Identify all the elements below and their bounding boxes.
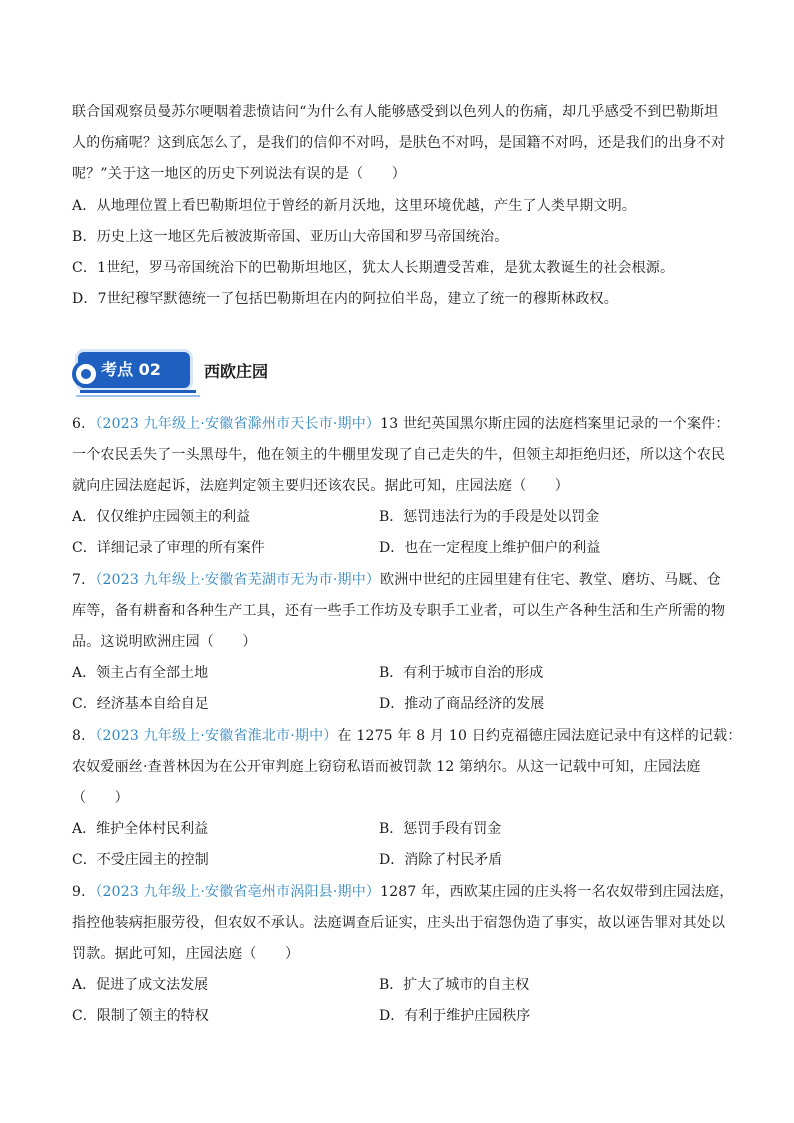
section-header (72, 352, 332, 398)
q5-option-b: B．历史上这一地区先后被波斯帝国、亚历山大帝国和罗马帝国统治。 (72, 229, 509, 245)
section-underline (80, 390, 196, 393)
q6-stem-line-1 (72, 414, 732, 434)
q9-option-b: B．扩大了城市的自主权 (379, 977, 530, 993)
section-badge-label: 考点 02 (101, 360, 161, 379)
section-title: 西欧庄园 (204, 362, 269, 381)
q8-option-c: C．不受庄园主的控制 (72, 852, 209, 868)
q5-stem-line-3: 呢？”关于这一地区的历史下列说法有误的是（ ） (72, 166, 406, 182)
q9-stem-line-1 (72, 882, 732, 902)
q8-stem-start: 在 1275 年 8 月 10 日约克福德庄园法庭记录中有这样的记载： (337, 728, 742, 744)
q7-option-c: C．经济基本自给自足 (72, 696, 209, 712)
q9-number: 9． (72, 884, 96, 900)
q5-stem-line-1: 联合国观察员曼苏尔哽咽着悲愤诘问“为什么有人能够感受到以色列人的伤痛，却几乎感受不到巴勒斯坦 (72, 104, 719, 120)
q8-option-b: B．惩罚手段有罚金 (379, 821, 502, 837)
q9-stem-line-3: 罚款。据此可知，庄园法庭（ ） (72, 946, 300, 962)
q9-option-a: A．促进了成文法发展 (72, 977, 209, 993)
q7-option-b: B．有利于城市自治的形成 (379, 665, 544, 681)
q7-stem-line-2: 库等，备有耕畜和各种生产工具，还有一些手工作坊及专职手工业者，可以生产各种生活和生产所需的物 (72, 603, 726, 619)
q7-option-a: A．领主占有全部土地 (72, 665, 209, 681)
q7-number: 7． (72, 572, 96, 588)
q8-source: （2023 九年级上·安徽省淮北市·期中） (95, 728, 338, 744)
q6-number: 6． (72, 416, 96, 432)
q5-option-a: A．从地理位置上看巴勒斯坦位于曾经的新月沃地，这里环境优越，产生了人类早期文明。 (72, 198, 637, 214)
q8-number: 8． (72, 728, 96, 744)
q7-option-d: D．推动了商品经济的发展 (379, 696, 545, 712)
q5-option-d: D．7世纪穆罕默德统一了包括巴勒斯坦在内的阿拉伯半岛，建立了统一的穆斯林政权。 (72, 291, 618, 307)
q9-source: （2023 九年级上·安徽省亳州市涡阳县·期中） (95, 884, 381, 900)
q6-stem-start: 13 世纪英国黑尔斯庄园的法庭档案里记录的一个案件： (380, 416, 730, 432)
q8-stem-line-2: 农奴爱丽丝·查普林因为在公开审判庭上窃窃私语而被罚款 12 第纳尔。从这一记载中可知，庄园法庭 (72, 759, 701, 775)
q9-option-d: D．有利于维护庄园秩序 (379, 1008, 531, 1024)
q6-option-b: B．惩罚违法行为的手段是处以罚金 (379, 509, 600, 525)
q9-option-c: C．限制了领主的特权 (72, 1008, 209, 1024)
q9-stem-start: 1287 年，西欧某庄园的庄头将一名农奴带到庄园法庭， (380, 884, 734, 900)
q9-stem-line-2: 指控他装病拒服劳役，但农奴不承认。法庭调查后证实，庄头出于宿怨伪造了事实，故以诬告罪对其处以 (72, 915, 726, 931)
q5-option-c: C．1世纪，罗马帝国统治下的巴勒斯坦地区，犹太人长期遭受苦难，是犹太教诞生的社会根源。 (72, 260, 675, 276)
section-underline-light (76, 395, 200, 397)
q6-option-c: C．详细记录了审理的所有案件 (72, 540, 265, 556)
q7-source: （2023 九年级上·安徽省芜湖市无为市·期中） (95, 572, 381, 588)
q6-option-a: A．仅仅维护庄园领主的利益 (72, 509, 251, 525)
q6-option-d: D．也在一定程度上维护佃户的利益 (379, 540, 601, 556)
q7-stem-start: 欧洲中世纪的庄园里建有住宅、教堂、磨坊、马厩、仓 (380, 572, 721, 588)
q7-stem-line-3: 品。这说明欧洲庄园（ ） (72, 634, 257, 650)
q8-option-d: D．消除了村民矛盾 (379, 852, 503, 868)
q8-option-a: A．维护全体村民利益 (72, 821, 209, 837)
q7-stem-line-1 (72, 570, 732, 590)
q6-stem-line-2: 一个农民丢失了一头黑母牛，他在领主的牛棚里发现了自己走失的牛，但领主却拒绝归还，所以这个农民 (72, 447, 726, 463)
q8-stem-line-1 (72, 726, 742, 746)
q5-stem-line-2: 人的伤痛呢？这到底怎么了，是我们的信仰不对吗，是肤色不对吗，是国籍不对吗，还是我们的出身不对 (72, 135, 726, 151)
q8-stem-line-3: （ ） (72, 790, 129, 806)
q6-source: （2023 九年级上·安徽省滁州市天长市·期中） (95, 416, 381, 432)
q6-stem-line-3: 就向庄园法庭起诉，法庭判定领主要归还该农民。据此可知，庄园法庭（ ） (72, 478, 569, 494)
